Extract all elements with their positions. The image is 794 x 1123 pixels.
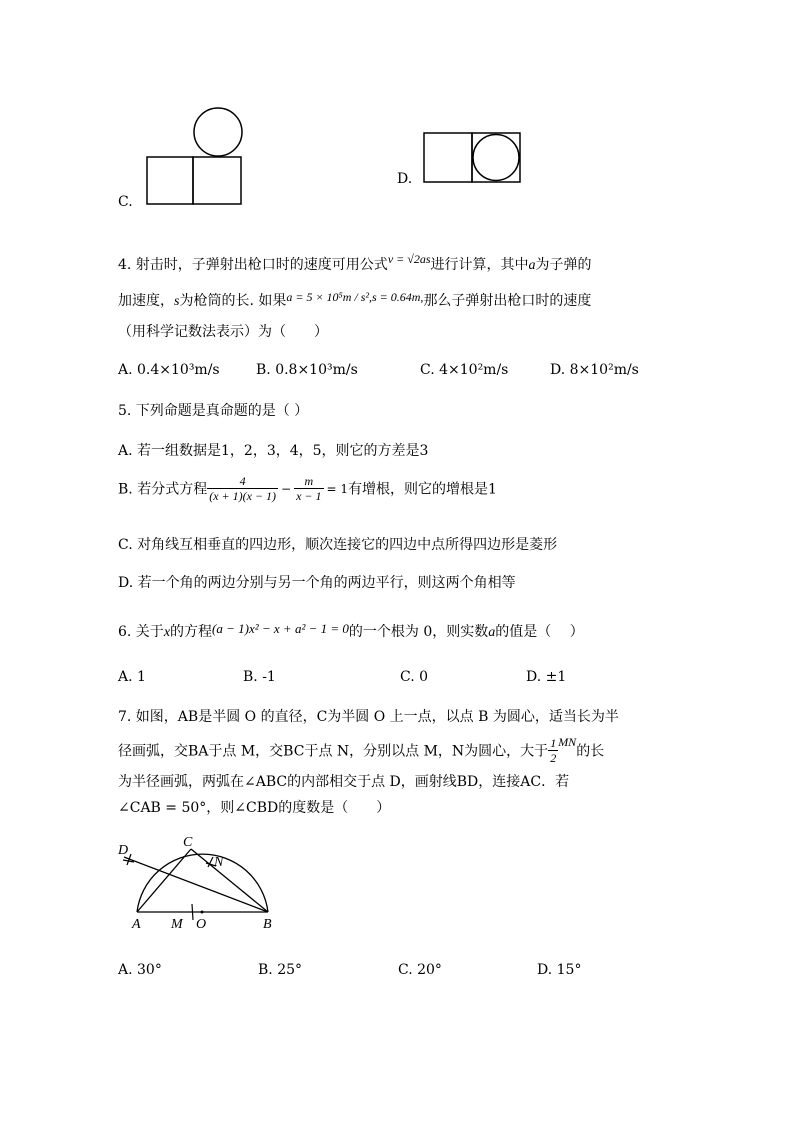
q7-text: 径画弧，交BA于点 M，交BC于点 N，分别以点 M，N为圆心，大于 <box>118 743 549 760</box>
q4-text: 为枪筒的长. 如果 <box>179 293 287 309</box>
chord-bc <box>191 849 268 912</box>
option-d-label: D. <box>397 171 413 187</box>
q4-var-s: s <box>174 294 180 309</box>
q5-option-b <box>118 474 497 503</box>
q4-line3: （用科学记数法表示）为（ ） <box>118 324 328 340</box>
q7-line3: 为半径画弧，两弧在∠ABC的内部相交于点 D，画射线BD，连接AC．若 <box>118 774 570 790</box>
q7-option-a: A. 30° <box>118 962 162 978</box>
q4-option-b: B. 0.8×10³m/s <box>256 362 358 378</box>
q6-var-x: x <box>163 625 171 640</box>
q5-fraction-2: $\frac{m}{x - 1}$ <box>296 474 322 503</box>
q4-text: 进行计算，其中 <box>430 257 529 273</box>
q6-option-c: C. 0 <box>400 669 429 685</box>
q6-option-d: D. ±1 <box>526 669 567 685</box>
q7-mn: MN <box>558 735 577 749</box>
arc-mark-m <box>192 904 193 920</box>
option-c-label: C. <box>118 194 133 210</box>
center-o-dot <box>201 911 204 914</box>
q7-option-b: B. 25° <box>258 962 303 978</box>
label-o: O <box>196 917 207 932</box>
q6-text: 的方程 <box>170 624 213 640</box>
option-d-circle <box>473 135 519 181</box>
q6-stem <box>118 621 584 641</box>
option-d-figure <box>420 130 525 186</box>
q4-formula-v: v = √2as <box>387 252 431 266</box>
q7-option-d: D. 15° <box>537 962 582 978</box>
q5-option-c: C. 对角线互相垂直的四边形，顺次连接它的四边中点所得四边形是菱形 <box>118 537 558 553</box>
q6-text: 的一个根为 0，则实数 <box>348 624 489 640</box>
q4-line1 <box>118 254 592 274</box>
q7-option-c: C. 20° <box>398 962 442 978</box>
q6-option-b: B. -1 <box>243 669 276 685</box>
q5-minus: − <box>281 481 292 496</box>
option-d-left-square <box>424 133 472 182</box>
q7-text: 的长 <box>576 743 605 760</box>
q5-option-b-suffix: 有增根，则它的增根是1 <box>348 481 497 498</box>
ray-bd <box>124 857 268 912</box>
q7-line4: ∠CAB = 50°，则∠CBD的度数是（ ） <box>118 800 391 816</box>
q6-text: 的值是（ ） <box>495 624 584 640</box>
q6-var-a: a <box>488 625 496 640</box>
q5-option-a: A. 若一组数据是1，2，3，4，5，则它的方差是3 <box>118 443 429 459</box>
option-c-right-square <box>193 157 241 204</box>
q4-var-a: a <box>528 258 536 273</box>
option-d-right-square <box>472 133 520 182</box>
option-c-circle <box>194 108 242 156</box>
chord-ac <box>137 849 191 912</box>
option-c-left-square <box>147 157 193 204</box>
label-n: N <box>214 855 224 870</box>
q6-equation: (a − 1)x² − x + a² − 1 = 0 <box>212 621 349 636</box>
label-b: B <box>263 917 272 932</box>
label-m: M <box>171 917 183 932</box>
q4-option-d: D. 8×10²m/s <box>550 362 639 378</box>
label-c: C <box>183 835 193 850</box>
q4-option-c: C. 4×10²m/s <box>420 362 509 378</box>
q5-option-d: D. 若一个角的两边分别与另一个角的两边平行，则这两个角相等 <box>118 575 516 591</box>
q4-text: 那么子弹射出枪口时的速度 <box>423 293 592 309</box>
label-d: D <box>118 843 129 858</box>
q4-text: 为子弹的 <box>535 257 592 273</box>
q7-line1: 7. 如图，AB是半圆 O 的直径，C为半圆 O 上一点，以点 B 为圆心，适当长为半 <box>118 709 619 725</box>
q4-text: 加速度， <box>118 293 174 309</box>
q5-option-b-prefix: B. 若分式方程 <box>118 481 208 498</box>
q5-fraction-1: $\frac{4}{(x + 1)(x - 1)}$ <box>209 474 277 503</box>
q6-text: 6. 关于 <box>118 624 164 640</box>
q4-given: a = 5 × 10⁵m / s²,s = 0.64m, <box>286 290 424 304</box>
semicircle-arc <box>137 854 268 912</box>
q7-fraction-half: $\frac{1}{2}$ <box>550 736 557 765</box>
option-c-figure <box>140 105 250 210</box>
q7-geometry-figure <box>110 832 290 937</box>
q7-line2 <box>118 736 604 765</box>
q5-eq-one: = 1 <box>326 481 349 496</box>
label-a: A <box>132 917 141 932</box>
q4-line2 <box>118 290 591 310</box>
q6-option-a: A. 1 <box>118 669 146 685</box>
q5-stem: 5. 下列命题是真命题的是（ ） <box>118 403 309 419</box>
q4-text: 4. 射击时，子弹射出枪口时的速度可用公式 <box>118 257 388 273</box>
q4-option-a: A. 0.4×10³m/s <box>118 362 220 378</box>
